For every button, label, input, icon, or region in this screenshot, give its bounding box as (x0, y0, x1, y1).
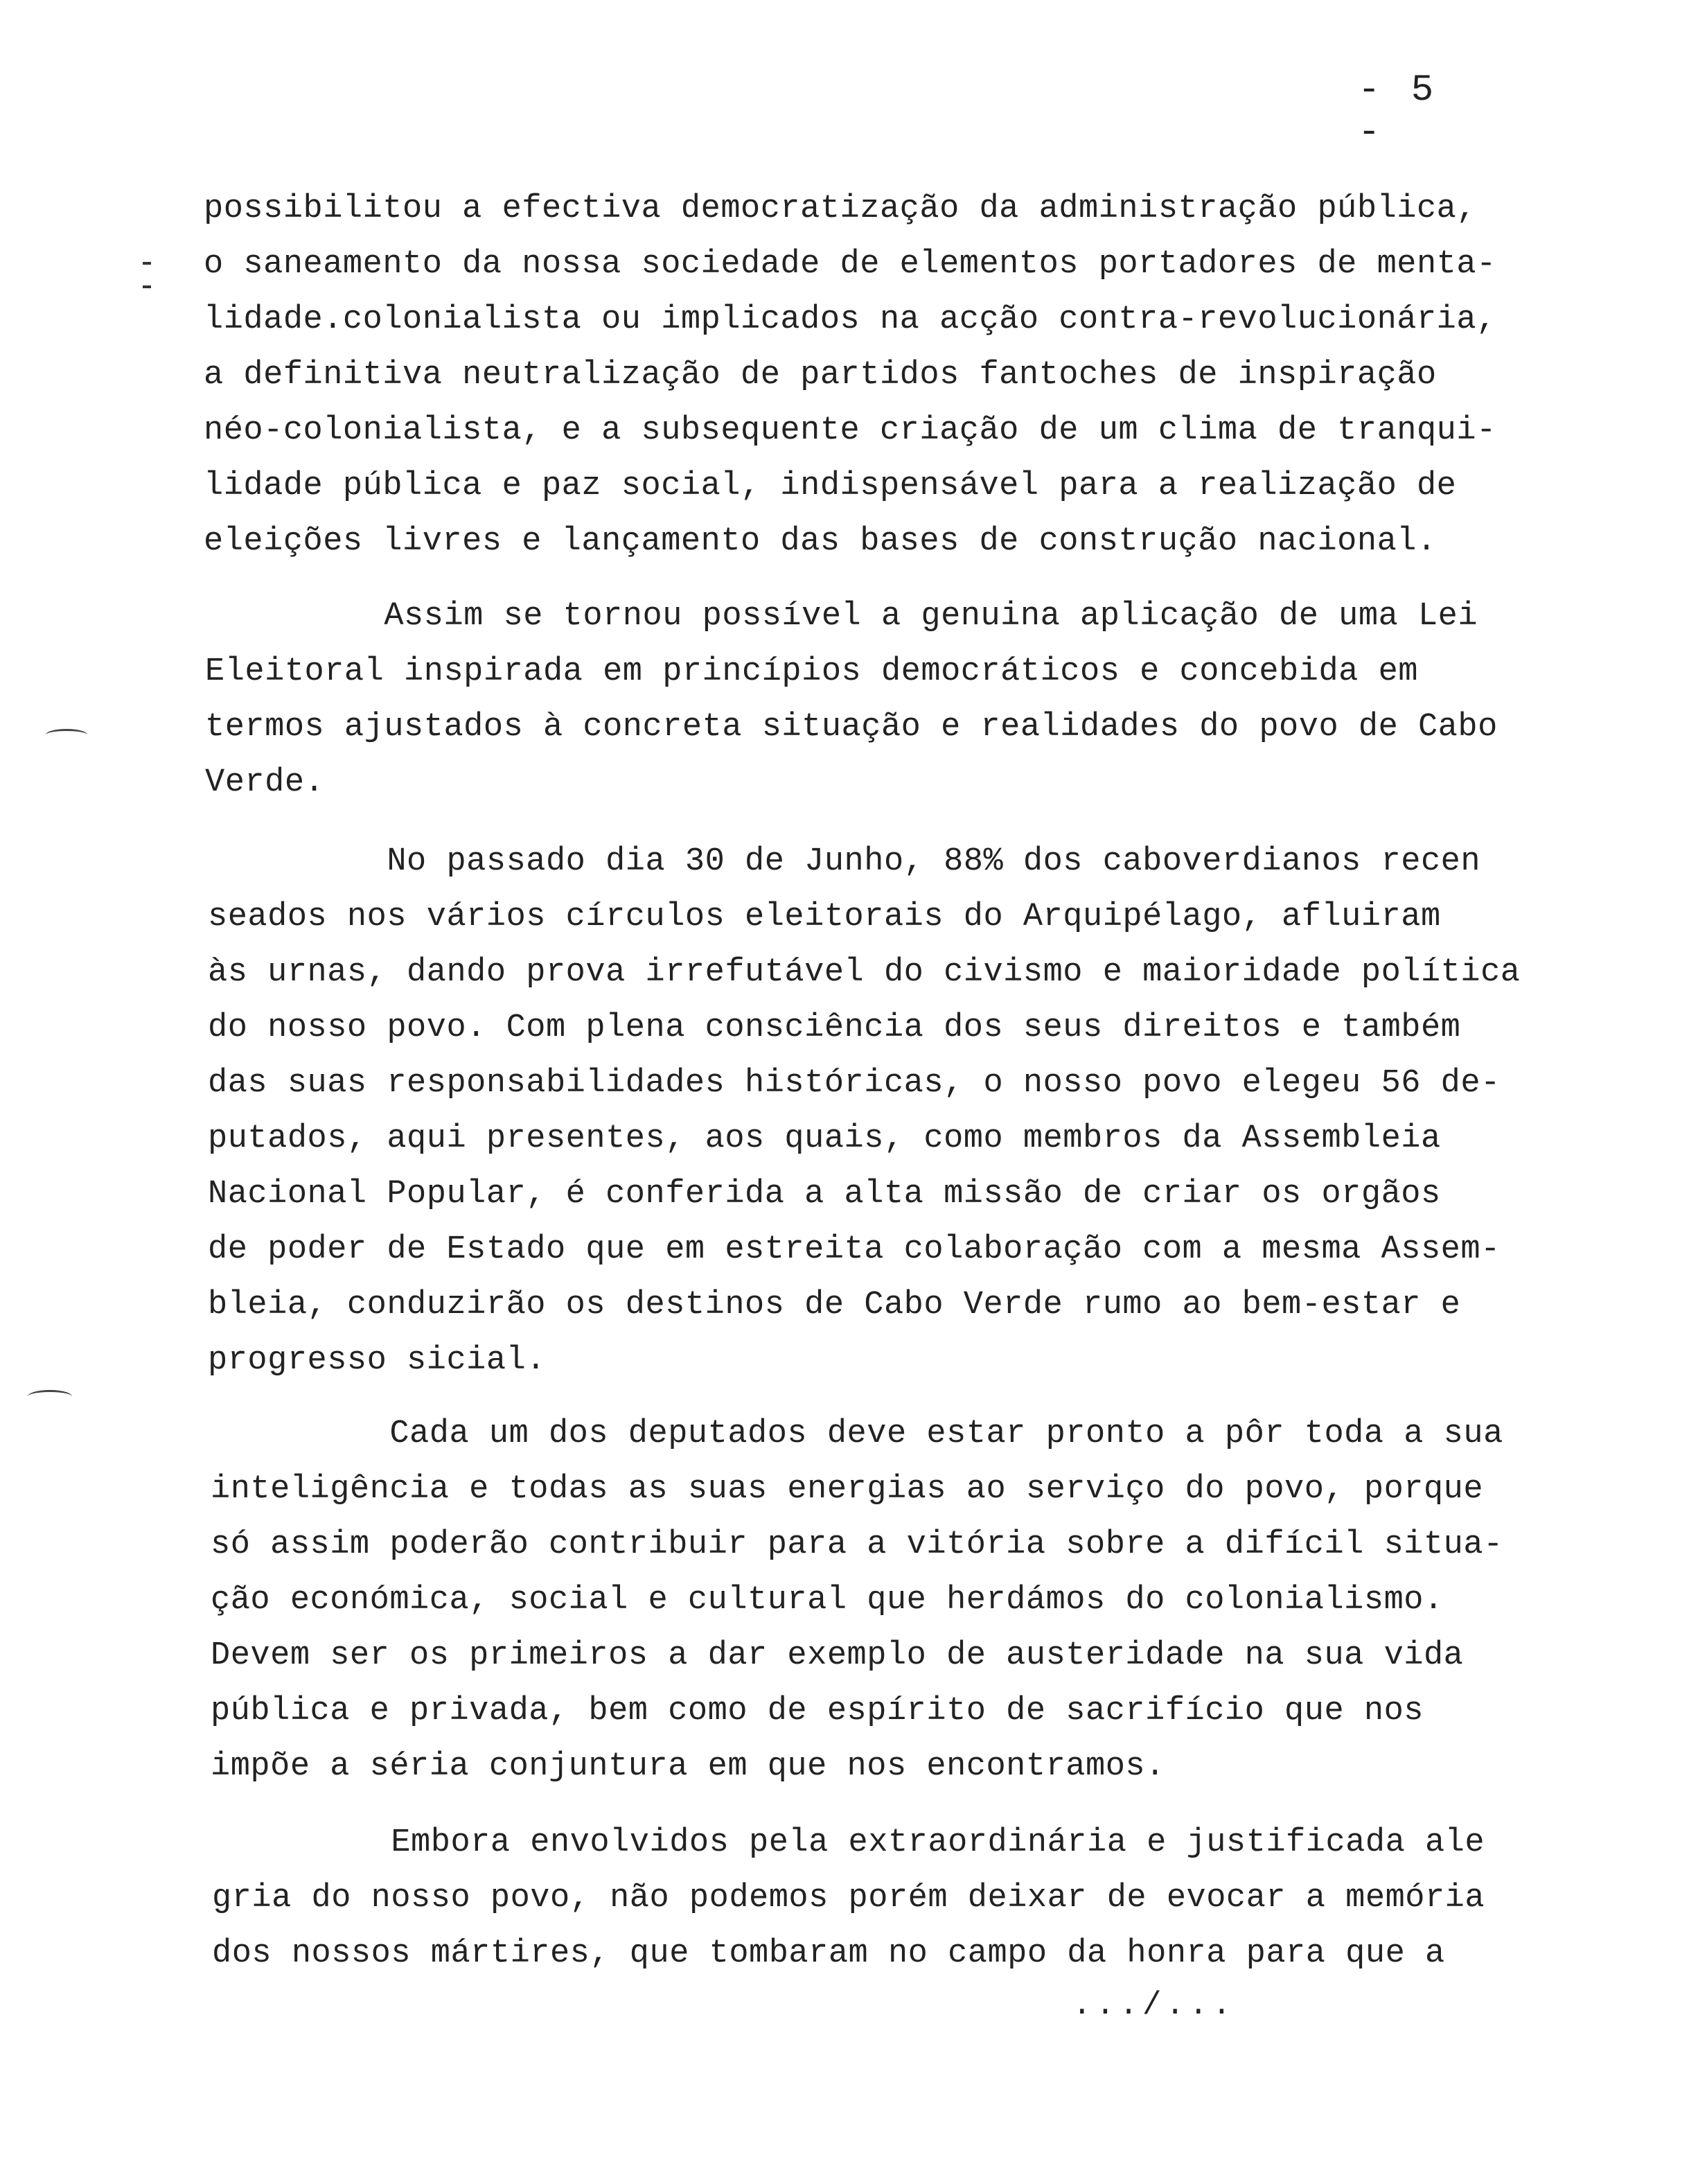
text-line: gria do nosso povo, não podemos porém deixar de evocar a memória (212, 1880, 1485, 1917)
page-number: - 5 - (1358, 69, 1438, 154)
text-line: bleia, conduzirão os destinos de Cabo Verde rumo ao bem-estar e (208, 1287, 1461, 1323)
text-line: das suas responsabilidades históricas, o nosso povo elegeu 56 de- (208, 1065, 1501, 1102)
text-line: ção económica, social e cultural que herdámos do colonialismo. (211, 1582, 1444, 1619)
text-line: Cada um dos deputados deve estar pronto a pôr toda a sua (211, 1416, 1503, 1452)
text-line: Nacional Popular, é conferida a alta missão de criar os orgãos (208, 1176, 1441, 1213)
text-line: lidade pública e paz social, indispensável para a realização de (204, 468, 1457, 504)
margin-mark (143, 262, 151, 265)
text-line: termos ajustados à concreta situação e realidades do povo de Cabo (205, 709, 1498, 746)
margin-mark (46, 729, 87, 741)
text-line: lidade.colonialista ou implicados na acção contra-revolucionária, (204, 301, 1496, 338)
text-line: do nosso povo. Com plena consciência dos seus direitos e também (208, 1010, 1461, 1046)
text-line: possibilitou a efectiva democratização da administração pública, (204, 191, 1477, 227)
text-line: Devem ser os primeiros a dar exemplo de austeridade na sua vida (211, 1637, 1464, 1674)
margin-mark (28, 1390, 72, 1403)
text-line: Embora envolvidos pela extraordinária e justificada ale (212, 1824, 1485, 1861)
text-line: néo-colonialista, e a subsequente criação de um clima de tranqui- (204, 412, 1496, 449)
continuation-marker: .../... (1072, 1987, 1236, 2023)
text-line: só assim poderão contribuir para a vitória sobre a difícil situa- (211, 1526, 1503, 1563)
text-line: Eleitoral inspirada em princípios democráticos e concebida em (205, 653, 1418, 690)
text-line: eleições livres e lançamento das bases de construção nacional. (204, 523, 1437, 560)
text-line: inteligência e todas as suas energias ao serviço do povo, porque (211, 1471, 1484, 1508)
margin-mark (143, 285, 151, 288)
text-line: progresso sicial. (208, 1342, 546, 1379)
text-line: seados nos vários círculos eleitorais do Arquipélago, afluiram (208, 899, 1441, 935)
text-line: o saneamento da nossa sociedade de elementos portadores de menta- (204, 246, 1496, 283)
text-line: às urnas, dando prova irrefutável do civismo e maioridade política (208, 954, 1521, 991)
text-line: Assim se tornou possível a genuina aplicação de uma Lei (205, 598, 1478, 635)
text-line: de poder de Estado que em estreita colaboração com a mesma Assem- (208, 1231, 1501, 1268)
text-line: dos nossos mártires, que tombaram no campo da honra para que a (212, 1935, 1445, 1972)
text-line: putados, aqui presentes, aos quais, como membros da Assembleia (208, 1120, 1441, 1157)
text-line: Verde. (205, 764, 325, 801)
text-line: a definitiva neutralização de partidos fantoches de inspiração (204, 357, 1437, 394)
text-line: impõe a séria conjuntura em que nos encontramos. (211, 1748, 1165, 1785)
text-line: pública e privada, bem como de espírito de sacrifício que nos (211, 1693, 1424, 1729)
text-line: No passado dia 30 de Junho, 88% dos caboverdianos recen (208, 843, 1481, 880)
